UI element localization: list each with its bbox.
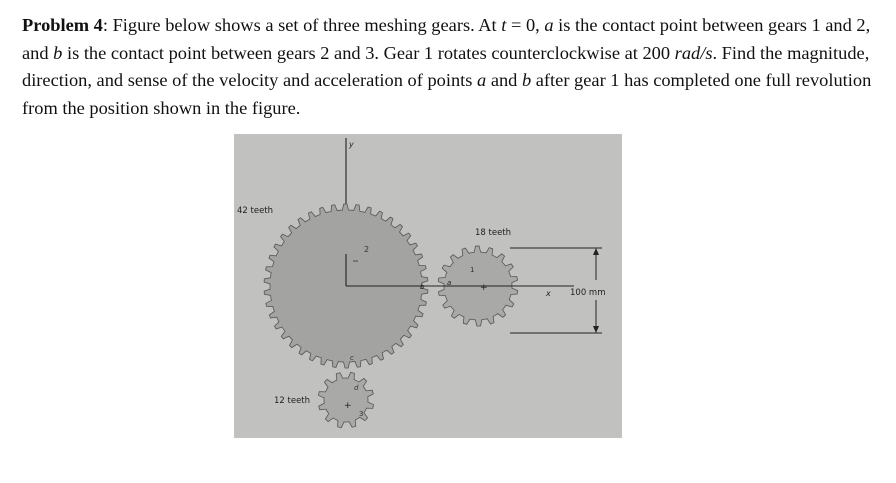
problem-statement (22, 12, 882, 122)
gear-1-center-mark: + (480, 283, 488, 293)
gear-1-teeth-label: 18 teeth (475, 228, 512, 238)
var-b-2: b (521, 70, 532, 90)
gear-3 (318, 372, 373, 427)
var-a-2: a (477, 70, 487, 90)
point-b-label: b (420, 283, 425, 291)
x-axis-label: x (546, 289, 551, 298)
unit-rad-s: rad/s (674, 42, 713, 63)
gear-3-center-mark: + (344, 401, 352, 411)
gear-2-teeth-label: 42 teeth (237, 206, 274, 216)
problem-text-2: = 0, (506, 15, 545, 35)
problem-text-7: after gear 1 has completed one full revolution from the position shown in the figure. (22, 70, 872, 118)
y-axis-label: y (349, 140, 354, 149)
dimension-label: 100 mm (570, 288, 606, 298)
point-c-label: c (350, 354, 354, 362)
problem-text-5: . Find the magnitude, direction, and sense of the velocity and acceleration of points (22, 42, 870, 90)
var-a: a (544, 15, 554, 35)
var-t: t (501, 15, 507, 35)
gear-3-number: 3 (359, 410, 364, 418)
problem-text-4: is the contact point between gears 2 and 3. Gear 1 rotates counterclockwise at 200 (62, 42, 675, 63)
gear-1-number: 1 (470, 266, 475, 274)
gear-3-teeth-label: 12 teeth (274, 396, 311, 406)
problem-label: Problem 4 (22, 15, 103, 35)
problem-text-6: and (486, 70, 522, 90)
problem-text-3: is the contact point between gears 1 and 2, and (22, 15, 871, 63)
problem-text-1: : Figure below shows a set of three meshing gears. At (102, 15, 502, 35)
point-a-label: a (447, 279, 452, 287)
point-d-label: d (354, 384, 359, 392)
gear-figure (234, 134, 622, 438)
var-b: b (53, 42, 63, 63)
gear-diagram (234, 134, 622, 438)
gear-2-number: 2 (364, 245, 370, 254)
